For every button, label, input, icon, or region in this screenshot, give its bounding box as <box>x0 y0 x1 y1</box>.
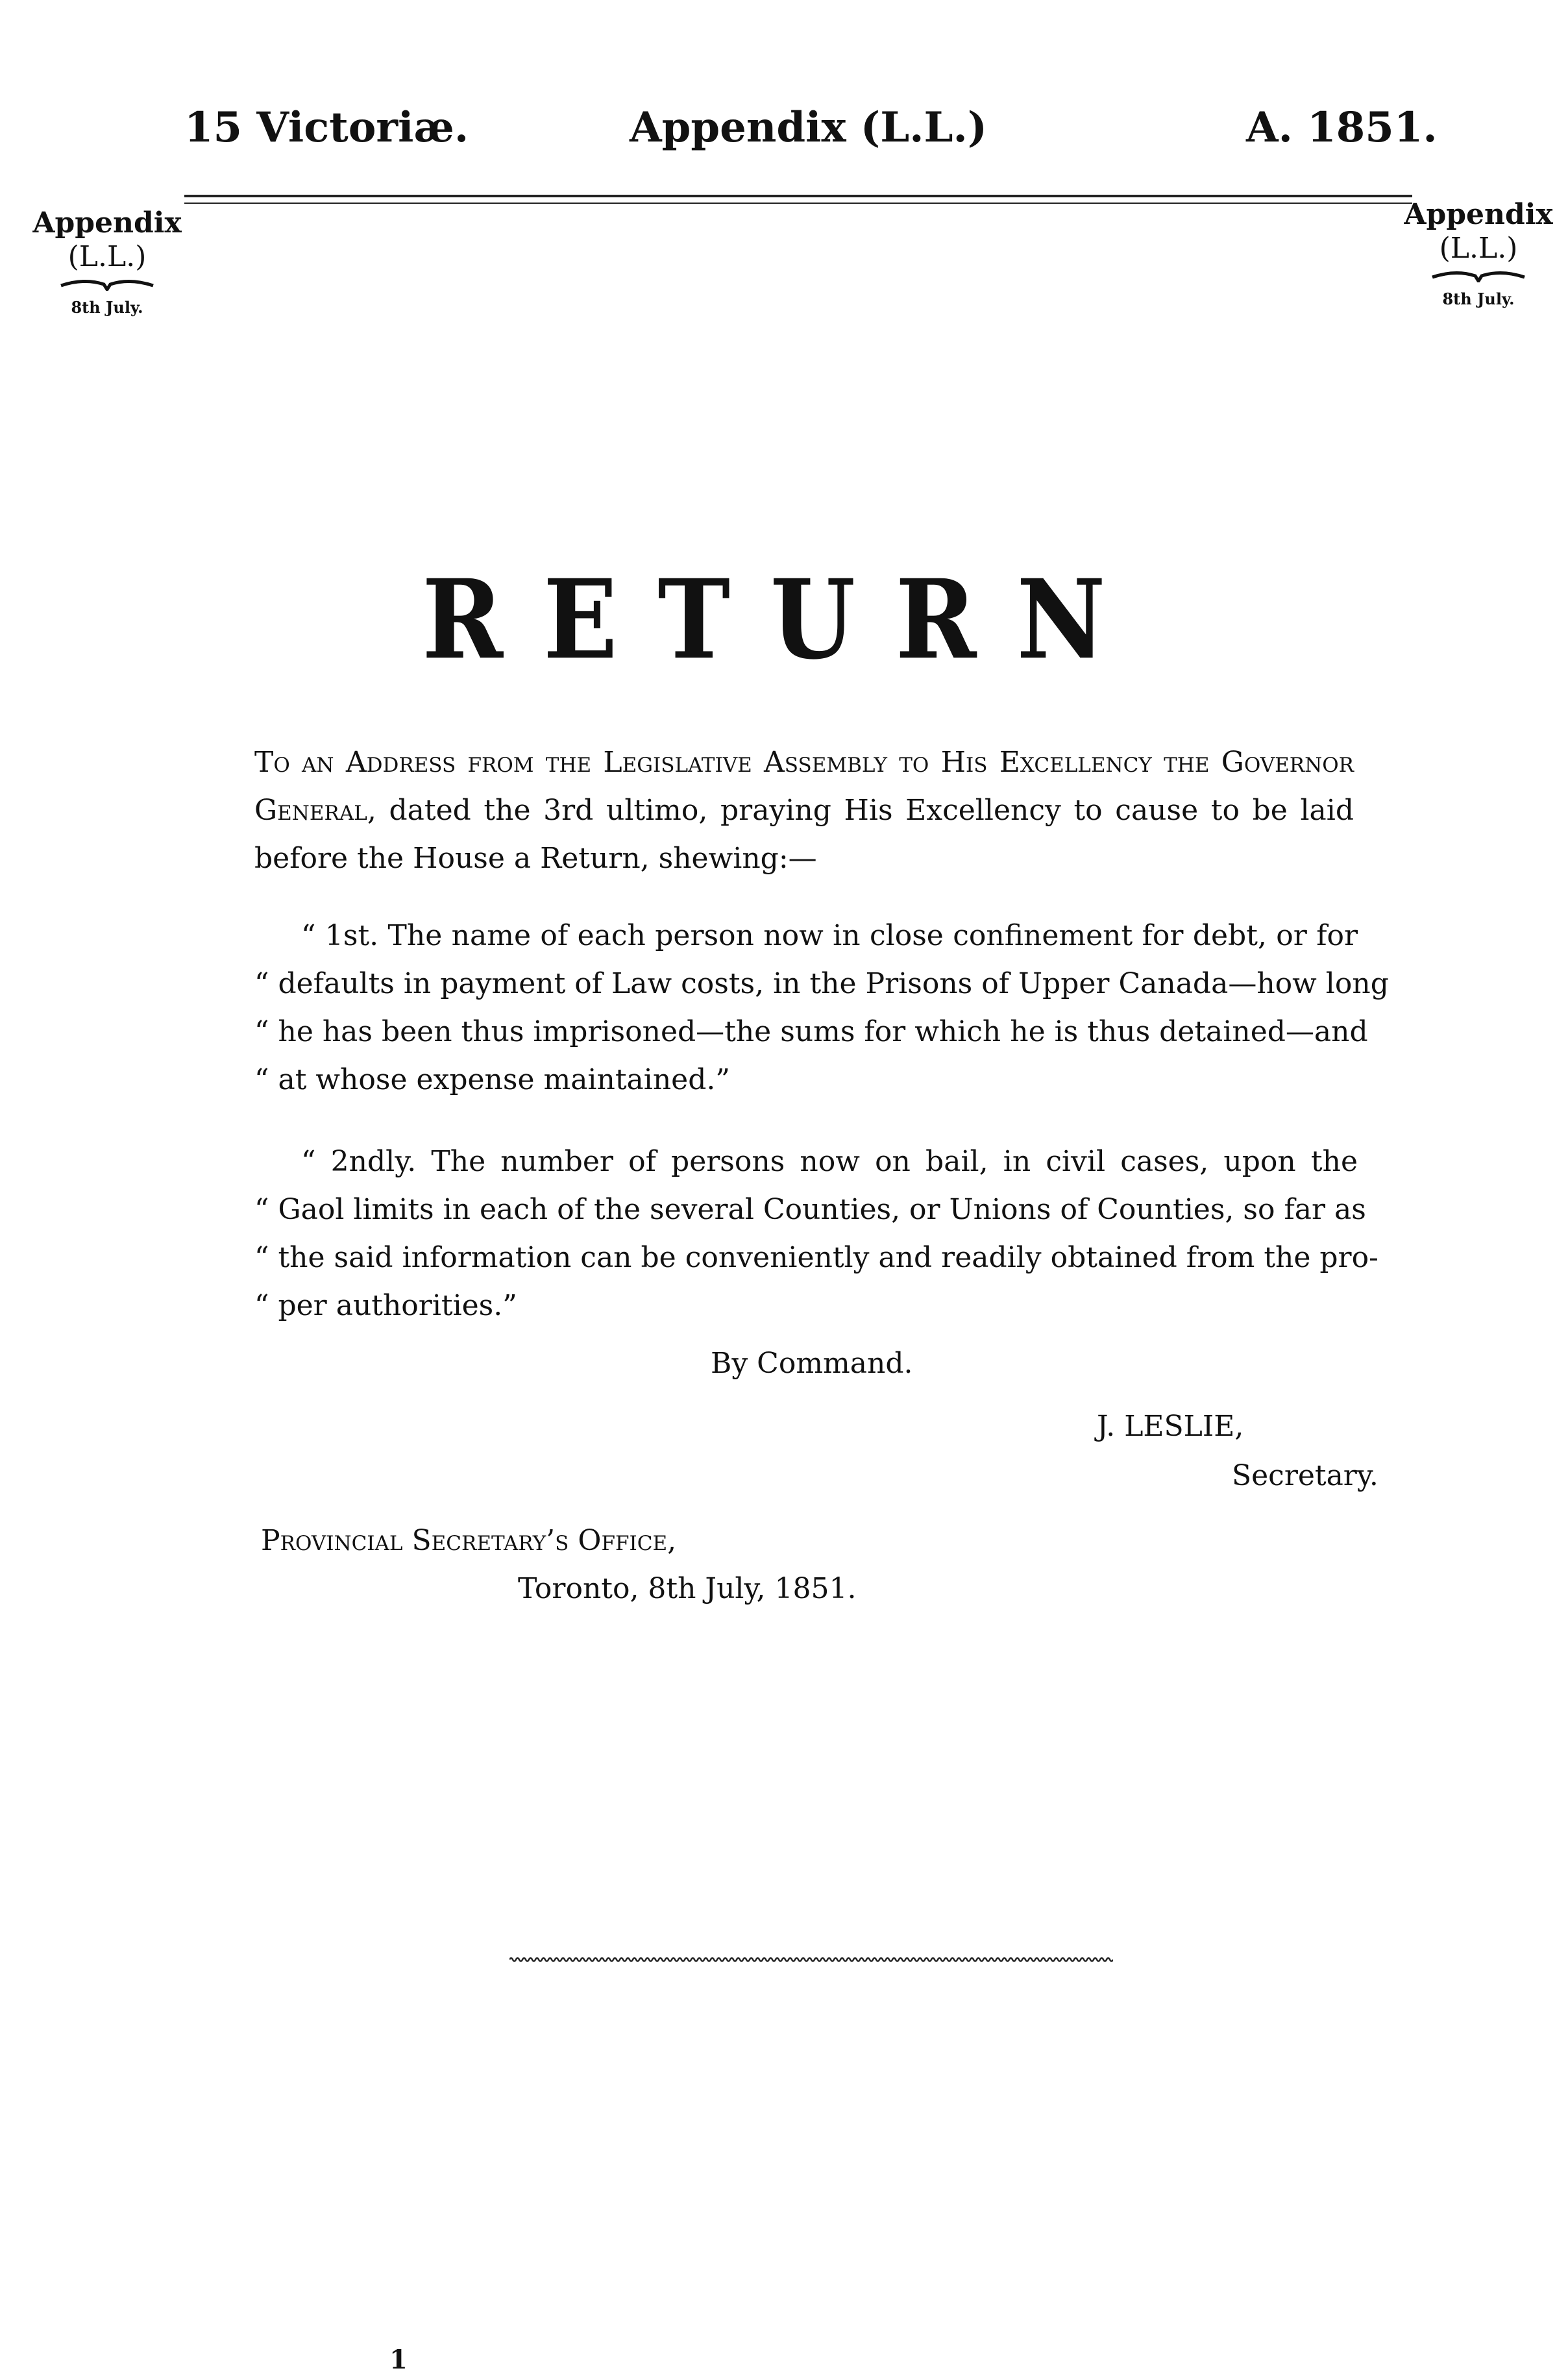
signatory-title: Secretary. <box>1232 1459 1378 1492</box>
side-note-title: Appendix <box>1404 198 1553 231</box>
side-note-code: (L.L.) <box>1439 231 1518 265</box>
header-year: A. 1851. <box>1246 103 1438 152</box>
quote-line: “ 1st. The name of each person now in close confinement for debt, or for <box>301 919 1358 952</box>
quote-line: “ per authorities.” <box>254 1289 517 1322</box>
quote-line: “ the said information can be conveniently and readily obtained from the pro- <box>254 1241 1378 1274</box>
quote-line: “ he has been thus imprisoned—the sums for which he is thus detained—and <box>254 1015 1368 1048</box>
side-note-date: 8th July. <box>1442 289 1515 308</box>
header-appendix: Appendix (L.L.) <box>630 103 988 152</box>
quote-line: “ 2ndly. The number of persons now on bail, in civil cases, upon the <box>301 1145 1358 1178</box>
office-name: Provincial Secretary’s Office, <box>261 1524 677 1557</box>
quote-line: “ defaults in payment of Law costs, in the Prisons of Upper Canada—how long <box>254 967 1389 1000</box>
brace-ornament-icon <box>1430 268 1527 282</box>
document-title: RETURN <box>422 556 1146 684</box>
header-rule-thin <box>184 203 1412 204</box>
intro-addressee: To an Address from the Legislative Assembly to His Excellency the Governor General, <box>254 746 1354 827</box>
intro-paragraph <box>254 739 1354 883</box>
header-rule <box>184 195 1412 197</box>
side-note-left <box>29 206 185 317</box>
quote-line: “ Gaol limits in each of the several Counties, or Unions of Counties, so far as <box>254 1193 1366 1226</box>
quote-second-request <box>254 1138 1378 1330</box>
header-session: 15 Victoriæ. <box>184 103 469 152</box>
intro-text: dated the 3rd ultimo, praying His Excellency to cause to be laid before the House a Return, shewing:— <box>254 794 1354 875</box>
by-command: By Command. <box>711 1347 913 1380</box>
quote-line: “ at whose expense maintained.” <box>254 1063 730 1096</box>
wavy-divider <box>509 1955 1113 1964</box>
side-note-right <box>1401 198 1556 308</box>
page-number: 1 <box>389 2344 408 2375</box>
side-note-title: Appendix <box>32 206 182 240</box>
signatory-name: J. LESLIE, <box>1097 1410 1244 1443</box>
brace-ornament-icon <box>58 277 156 291</box>
quote-first-request <box>254 912 1389 1104</box>
place-date: Toronto, 8th July, 1851. <box>518 1572 857 1605</box>
side-note-date: 8th July. <box>71 297 143 317</box>
side-note-code: (L.L.) <box>67 240 147 273</box>
